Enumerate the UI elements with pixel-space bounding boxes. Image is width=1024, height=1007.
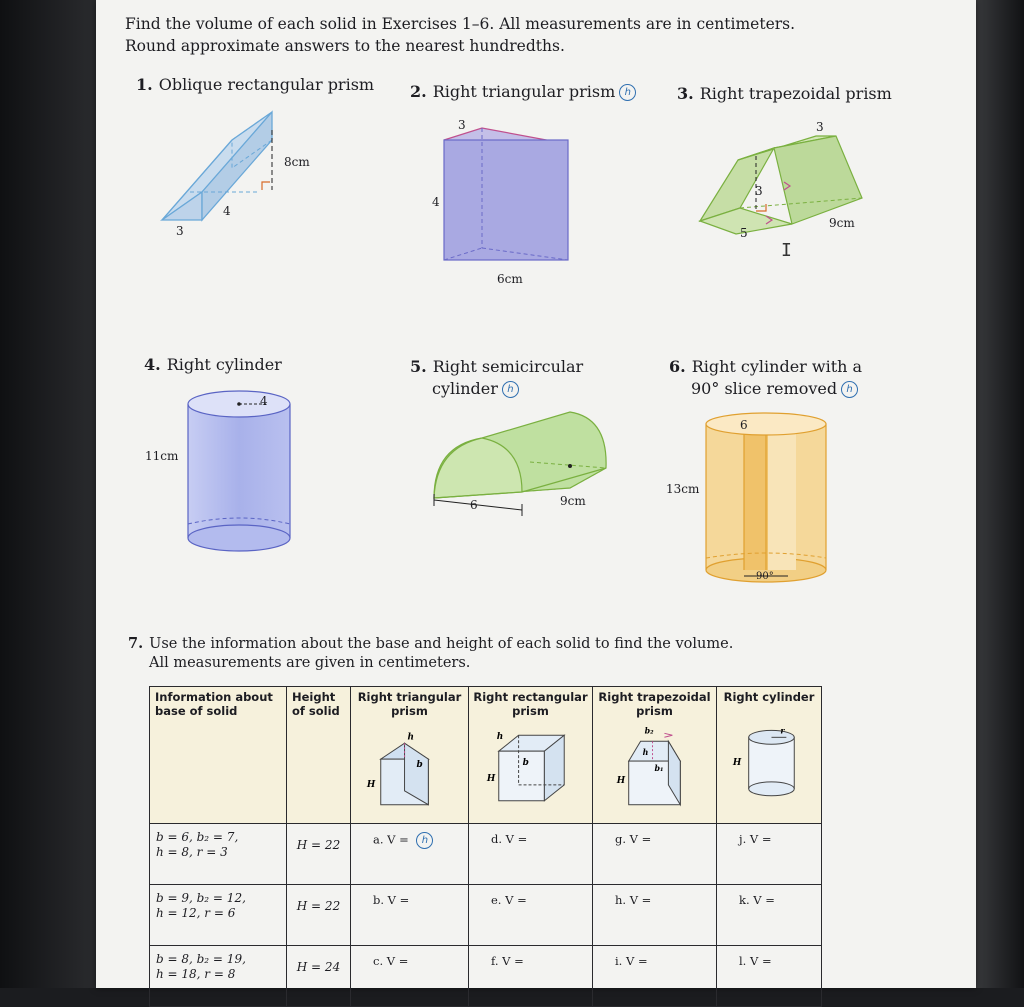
dim-label: 4 — [260, 394, 268, 408]
dim-label: 90° — [756, 571, 774, 582]
exercise-7-line1: Use the information about the base and height of each solid to find the volume. — [149, 636, 734, 652]
exercise-4-title — [144, 354, 282, 375]
answer-cell-l[interactable]: l. V = — [717, 946, 822, 1007]
answer-cell-k[interactable]: k. V = — [717, 885, 822, 946]
exercise-7-prompt — [128, 634, 733, 654]
exercise-title-text: Right triangular prism — [432, 82, 616, 101]
icon-label: H — [366, 779, 376, 790]
dim-label: 3 — [458, 118, 466, 132]
dim-label: 8cm — [284, 155, 310, 169]
table-header-row — [150, 687, 822, 824]
col-header-cylinder — [717, 687, 822, 824]
base-info-line: h = 18, r = 8 — [156, 967, 236, 981]
hint-icon[interactable]: h — [502, 381, 519, 398]
base-info-line: h = 8, r = 3 — [156, 845, 228, 859]
exercise-5-title-line2 — [432, 378, 519, 399]
exercise-5-title — [410, 356, 583, 377]
answer-cell-f[interactable]: f. V = — [469, 946, 593, 1007]
header-text: prism — [512, 704, 549, 718]
icon-label: b — [416, 760, 423, 771]
height-cell: H = 22 — [287, 824, 351, 885]
exercise-number: 3. — [677, 84, 694, 103]
icon-label: b₂ — [644, 726, 654, 736]
icon-label: r — [780, 726, 785, 736]
exercise-title-text: cylinder — [432, 379, 498, 398]
hint-icon[interactable]: h — [416, 832, 433, 849]
icon-label: b₁ — [654, 764, 664, 773]
exercise-title-text: Right cylinder with a — [691, 357, 863, 376]
hint-icon[interactable]: h — [619, 84, 636, 101]
base-info-line: b = 9, b₂ = 12, — [156, 891, 246, 905]
dim-label: 4 — [223, 204, 231, 218]
triangular-prism-figure — [440, 120, 575, 265]
exercise-number: 6. — [669, 357, 686, 376]
table-row — [150, 946, 822, 1007]
dim-label: 6cm — [497, 272, 523, 286]
base-info-line: b = 8, b₂ = 19, — [156, 952, 246, 966]
exercise-number: 1. — [136, 75, 153, 94]
dim-label: 13cm — [666, 482, 700, 496]
answer-cell-d[interactable]: d. V = — [469, 824, 593, 885]
sliced-cylinder-figure — [704, 410, 830, 585]
instructions-line1: Find the volume of each solid in Exercises 1–6. All measurements are in centimeters. — [125, 15, 796, 33]
exercise-3-title — [677, 83, 892, 104]
header-text: of solid — [292, 704, 340, 718]
dim-label: 3 — [176, 224, 184, 238]
answer-cell-b[interactable]: b. V = — [351, 885, 469, 946]
dim-label: 5 — [740, 226, 748, 240]
hint-icon[interactable]: h — [841, 381, 858, 398]
table-row — [150, 885, 822, 946]
exercise-title-text: Right semicircular — [432, 357, 584, 376]
col-header-height — [287, 687, 351, 824]
header-text: Height — [292, 690, 336, 704]
exercise-number: 5. — [410, 357, 427, 376]
exercise-2-title — [410, 81, 636, 102]
icon-label: H — [486, 773, 496, 784]
icon-label: H — [732, 758, 742, 769]
icon-label: b — [522, 758, 529, 769]
answer-cell-a[interactable] — [351, 824, 469, 885]
dim-label: 3 — [816, 120, 824, 134]
dim-label: 3 — [755, 184, 763, 198]
dim-label: 11cm — [145, 449, 179, 463]
text-cursor-icon: I — [781, 240, 792, 261]
icon-label: h — [496, 732, 504, 743]
exercise-6-title-line2 — [691, 378, 858, 399]
header-text: prism — [391, 704, 428, 718]
base-info-cell — [150, 946, 287, 1007]
base-info-cell — [150, 824, 287, 885]
dim-label: 6 — [470, 498, 478, 512]
cylinder-figure — [186, 390, 292, 555]
icon-label: h — [642, 748, 649, 758]
base-info-cell — [150, 885, 287, 946]
header-text: Right triangular — [357, 690, 462, 704]
monitor-bezel-right — [974, 0, 1024, 988]
semicircular-cylinder-figure — [430, 408, 620, 518]
answer-cell-e[interactable]: e. V = — [469, 885, 593, 946]
col-header-rectangular-prism — [469, 687, 593, 824]
monitor-bezel-left — [0, 0, 96, 988]
exercise-title-text: Oblique rectangular prism — [158, 75, 375, 94]
answer-cell-g[interactable]: g. V = — [593, 824, 717, 885]
exercise-number: 2. — [410, 82, 427, 101]
header-text: Right rectangular — [473, 690, 588, 704]
exercise-title-text: 90° slice removed — [691, 379, 838, 398]
col-header-base-info — [150, 687, 287, 824]
header-text: base of solid — [155, 704, 238, 718]
table-row — [150, 824, 822, 885]
dim-label: 9cm — [829, 216, 855, 230]
dim-label: 4 — [432, 195, 440, 209]
exercise-6-title — [669, 356, 862, 377]
answer-label: a. V = — [373, 832, 413, 847]
instructions-line2: Round approximate answers to the nearest hundredths. — [125, 37, 565, 55]
rectangular-prism-icon — [469, 725, 592, 817]
trapezoidal-prism-icon — [593, 725, 716, 817]
cylinder-icon — [717, 725, 821, 817]
base-info-line: b = 6, b₂ = 7, — [156, 830, 239, 844]
base-info-line: h = 12, r = 6 — [156, 906, 236, 920]
col-header-trapezoidal-prism — [593, 687, 717, 824]
header-text: prism — [636, 704, 673, 718]
height-cell: H = 24 — [287, 946, 351, 1007]
height-cell: H = 22 — [287, 885, 351, 946]
dim-label: 6 — [740, 418, 748, 432]
volume-table — [149, 686, 822, 1007]
oblique-prism-figure — [150, 100, 300, 240]
answer-cell-j[interactable]: j. V = — [717, 824, 822, 885]
exercise-1-title — [136, 74, 374, 95]
col-header-triangular-prism — [351, 687, 469, 824]
exercise-7-line2: All measurements are given in centimeters. — [149, 655, 471, 671]
exercise-title-text: Right cylinder — [166, 355, 282, 374]
header-text: Right trapezoidal — [598, 690, 711, 704]
answer-cell-h[interactable]: h. V = — [593, 885, 717, 946]
answer-cell-c[interactable]: c. V = — [351, 946, 469, 1007]
header-text: Information about — [155, 690, 273, 704]
exercise-number: 4. — [144, 355, 161, 374]
header-text: Right cylinder — [723, 690, 815, 704]
icon-label: H — [616, 775, 626, 786]
answer-cell-i[interactable]: i. V = — [593, 946, 717, 1007]
exercise-title-text: Right trapezoidal prism — [699, 84, 892, 103]
triangular-prism-icon — [351, 725, 468, 817]
exercise-number: 7. — [128, 635, 144, 652]
dim-label: 9cm — [560, 494, 586, 508]
icon-label: h — [407, 732, 415, 743]
